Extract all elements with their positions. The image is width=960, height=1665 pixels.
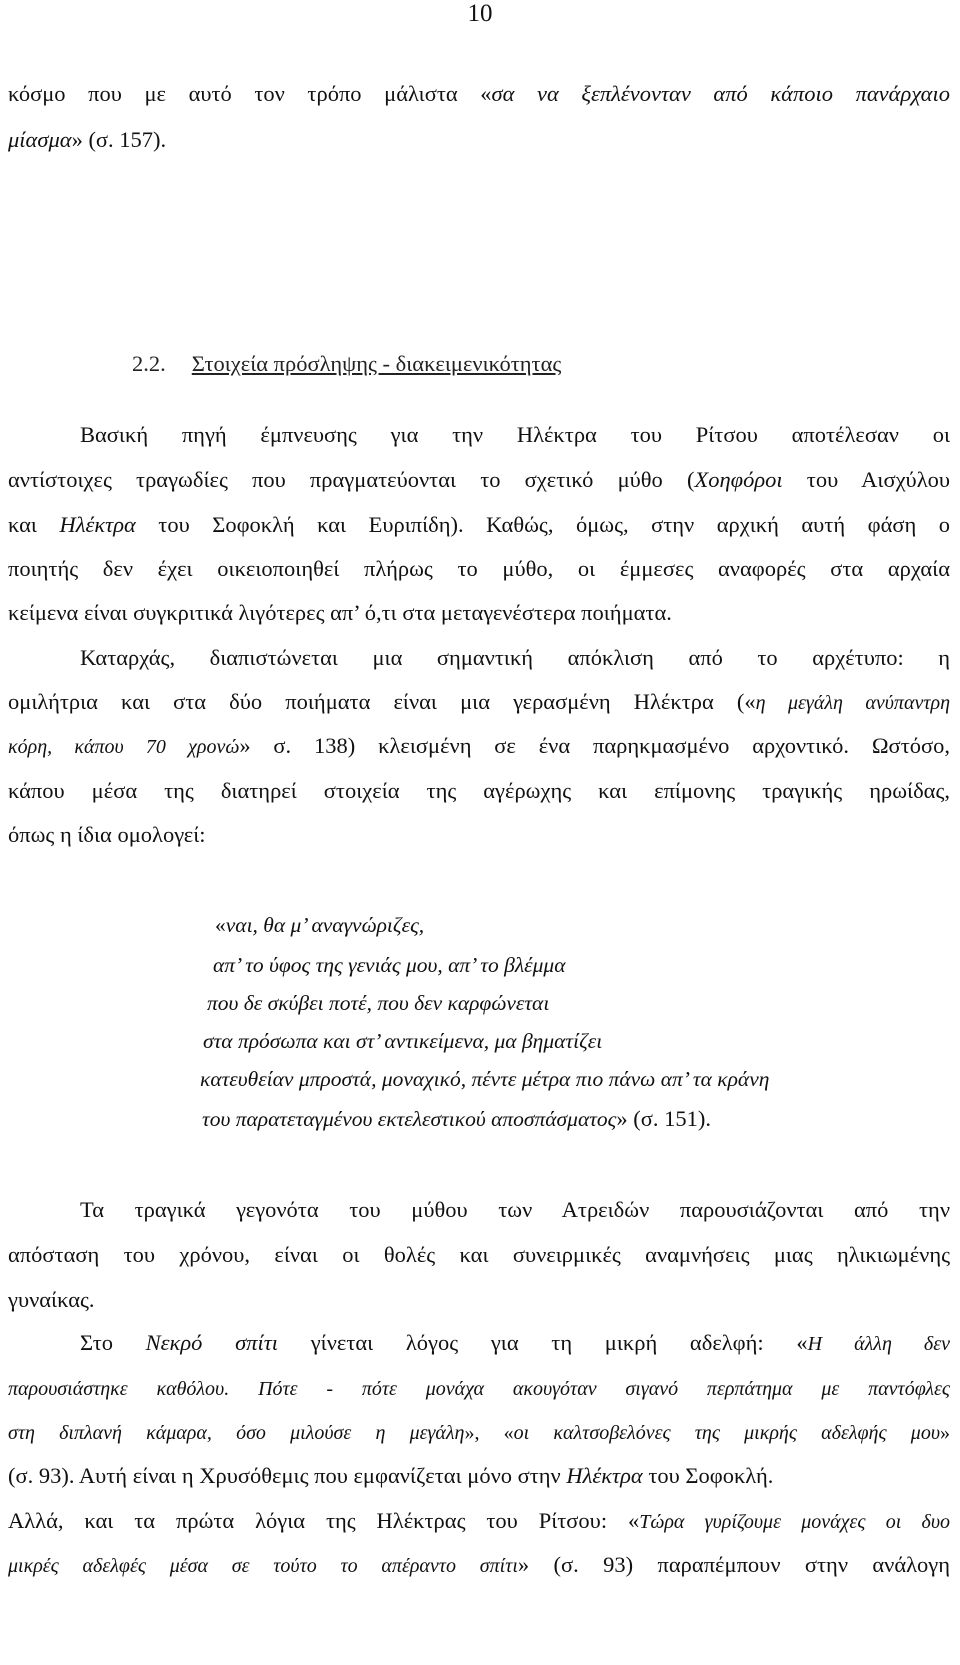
para2-line-3: κόρη, κάπου 70 χρονώ» σ. 138) κλεισμένη σε ένα παρηκμασμένο αρχοντικό. Ωστόσο, — [8, 733, 950, 758]
para1-line-1: Βασική πηγή έμπνευσης για την Ηλέκτρα του Ρίτσου αποτέλεσαν οι — [80, 422, 950, 447]
para4-line-1: Στο Νεκρό σπίτι γίνεται λόγος για τη μικρή αδελφή: «Η άλλη δεν — [80, 1330, 950, 1355]
quote-line-2: απ’ το ύφος της γενιάς μου, απ’ το βλέμμα — [213, 953, 566, 977]
para1-line-4: ποιητής δεν έχει οικειοποιηθεί πλήρως το μύθο, οι έμμεσες αναφορές στα αρχαία — [8, 556, 950, 581]
para3-line-1: Τα τραγικά γεγονότα του μύθου των Ατρειδών παρουσιάζονται από την — [80, 1197, 950, 1222]
para2-line-5: όπως η ίδια ομολογεί: — [8, 822, 206, 847]
quote-line-4: στα πρόσωπα και στ’ αντικείμενα, μα βηματίζει — [203, 1029, 603, 1053]
para2-line-2: ομιλήτρια και στα δύο ποιήματα είναι μια γερασμένη Ηλέκτρα («η μεγάλη ανύπαντρη — [8, 689, 950, 714]
para2-line-4: κάπου μέσα της διατηρεί στοιχεία της αγέρωχης και επίμονης τραγικής ηρωίδας, — [8, 778, 950, 803]
intro-line-2: μίασμα» (σ. 157). — [8, 127, 167, 152]
section-heading — [132, 351, 561, 377]
para3-line-3: γυναίκας. — [8, 1287, 95, 1312]
para4-line-2: παρουσιάστηκε καθόλου. Πότε - πότε μονάχα ακουγόταν σιγανό περπάτημα με παντόφλες — [8, 1378, 950, 1400]
quote-line-5: κατευθείαν μπροστά, μοναχικό, πέντε μέτρα πιο πάνω απ’ τα κράνη — [200, 1067, 770, 1091]
para4-line-4: (σ. 93). Αυτή είναι η Χρυσόθεμις που εμφανίζεται μόνο στην Ηλέκτρα του Σοφοκλή. — [8, 1463, 774, 1488]
para1-line-5: κείμενα είναι συγκριτικά λιγότερες απ’ ό,τι στα μεταγενέστερα ποιήματα. — [8, 600, 672, 625]
para4-line-5: Αλλά, και τα πρώτα λόγια της Ηλέκτρας του Ρίτσου: «Τώρα γυρίζουμε μονάχες οι δυο — [8, 1508, 951, 1533]
section-title: Στοιχεία πρόσληψης - διακειμενικότητας — [191, 351, 562, 376]
quote-line-1: «ναι, θα μ’ αναγνώριζες, — [215, 913, 425, 937]
para4-line-6: μικρές αδελφές μέσα σε τούτο το απέραντο σπίτι» (σ. 93) παραπέμπουν στην ανάλογη — [8, 1552, 950, 1577]
quote-line-6: του παρατεταγμένου εκτελεστικού αποσπάσματος» (σ. 151). — [202, 1106, 712, 1131]
para1-line-2: αντίστοιχες τραγωδίες που πραγματεύονται το σχετικό μύθο (Χοηφόροι του Αισχύλου — [8, 467, 950, 492]
para4-line-3: στη διπλανή κάμαρα, όσο μιλούσε η μεγάλη», «οι καλτσοβελόνες της μικρής αδελφής μου» — [8, 1422, 951, 1444]
para2-line-1: Καταρχάς, διαπιστώνεται μια σημαντική απόκλιση από το αρχέτυπο: η — [80, 645, 950, 670]
page-number: 10 — [467, 0, 493, 27]
section-number: 2.2. — [132, 351, 166, 376]
para3-line-2: απόσταση του χρόνου, είναι οι θολές και συνειρμικές αναμνήσεις μιας ηλικιωμένης — [8, 1242, 950, 1267]
intro-line-1: κόσμο που με αυτό τον τρόπο μάλιστα «σα να ξεπλένονταν από κάποιο πανάρχαιο — [8, 81, 950, 106]
para1-line-3: και Ηλέκτρα του Σοφοκλή και Ευριπίδη). Καθώς, όμως, στην αρχική αυτή φάση ο — [8, 512, 950, 537]
quote-line-3: που δε σκύβει ποτέ, που δεν καρφώνεται — [207, 991, 550, 1015]
